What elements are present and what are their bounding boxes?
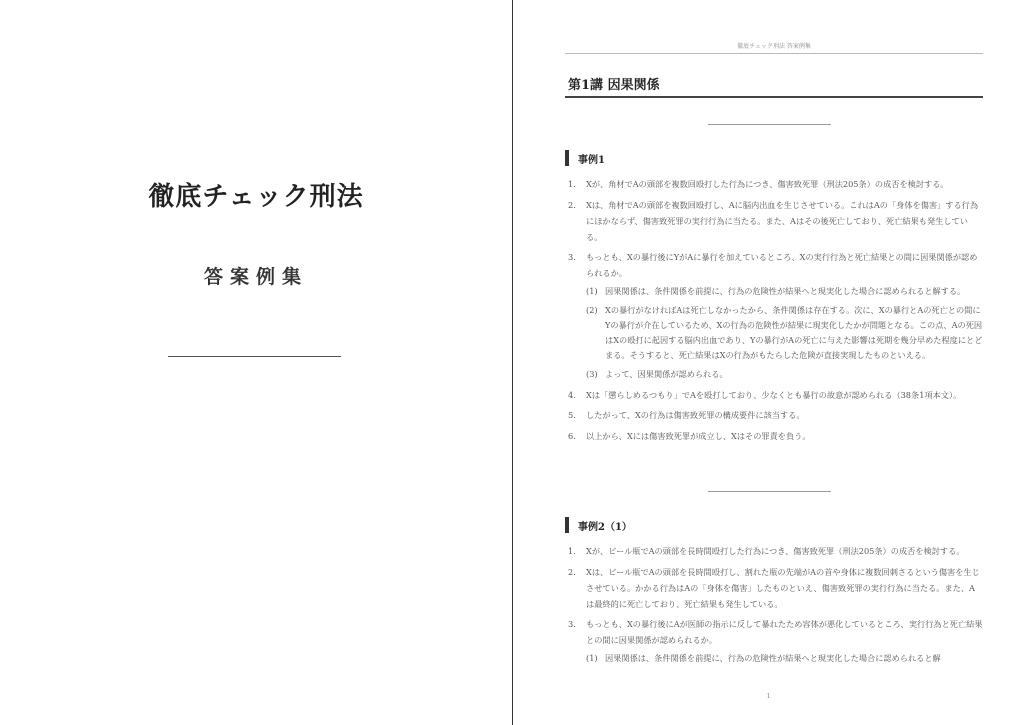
list-item: 2. Xは、角材でAの頭部を複数回殴打し、Aに脳内出血を生じさせている。これはAの「身体を傷害」する行為にほかならず、傷害致死罪の実行行為に当たる。また、Aはその後死亡しており、死亡結果も発生している。 (568, 199, 979, 242)
section-heading (565, 517, 983, 533)
list-item: 6. 以上から、Xには傷害致死罪が成立し、Xはその罪責を負う。 (568, 430, 811, 441)
sub-list-item: (2) Xの暴行がなければAは死亡しなかったから、条件関係は存在する。次に、Xの暴行とAの死亡との間にYの暴行が介在しているため、Xの行為の危険性が結果に現実化したかが問題となる。この点、Aの死因はXの殴打に起因する脳内出血であり、Yの暴行がAの死亡に与えた影響は死期を幾分早めた程度にとどまる。そうすると、死亡結果はXの行為がもたらした危険が直接実現したものといえる。 (586, 305, 983, 360)
answer-list (565, 176, 983, 444)
running-header: 徹底チェック刑法 答案例集 (737, 43, 811, 50)
section-divider (708, 491, 831, 492)
list-item: 4. Xは「懲らしめるつもり」でAを殴打しており、少なくとも暴行の故意が認められる（38条1項本文）。 (568, 389, 962, 400)
heading-marker (565, 150, 569, 166)
chapter-title: 第1講 因果関係 (568, 78, 660, 93)
answer-list (565, 543, 983, 666)
sub-list (586, 651, 983, 666)
header-divider (565, 53, 983, 54)
sub-list-item: (3) よって、因果関係が認められる。 (586, 369, 728, 379)
list-item: 2. Xは、ビール瓶でAの頭部を長時間殴打し、割れた瓶の先端がAの首や身体に複数回刺さるという傷害を生じさせている。かかる行為はAの「身体を傷害」したものといえ、傷害致死罪の実行行為に当たる。また、Aは最終的に死亡しており、死亡結果も発生している。 (568, 566, 980, 609)
list-item: 3. もっとも、Xの暴行後にAが医師の指示に反して暴れたため容体が悪化しているところ、実行行為と死亡結果との間に因果関係が認められるか。 (1) 因果関係は、条件関係を前提に、行為の危険性が結果へと現実化した場合に認められると解 (565, 616, 983, 666)
sub-list-item: (1) 因果関係は、条件関係を前提に、行為の危険性が結果へと現実化した場合に認められると解 (586, 653, 941, 663)
sub-list-item: (1) 因果関係は、条件関係を前提に、行為の危険性が結果へと現実化した場合に認められると解する。 (586, 286, 966, 296)
section-case-1 (565, 150, 983, 448)
sub-list (586, 284, 983, 382)
section-heading (565, 150, 983, 166)
list-item: 1. Xが、ビール瓶でAの頭部を長時間殴打した行為につき、傷害致死罪（刑法205条）の成否を検討する。 (568, 546, 965, 556)
cover-title: 徹底チェック刑法 (148, 182, 364, 212)
section-divider (708, 124, 831, 125)
section-heading-text: 事例2（1） (578, 521, 632, 533)
list-item: 1. Xが、角材でAの頭部を複数回殴打した行為につき、傷害致死罪（刑法205条）の成否を検討する。 (568, 179, 949, 189)
section-case-2 (565, 517, 983, 671)
list-item: 3. もっとも、Xの暴行後にYがAに暴行を加えているところ、Xの実行行為と死亡結果との間に因果関係が認められるか。 (1) 因果関係は、条件関係を前提に、行為の危険性が結果へと現実化した場合に認められると解する。 (2) Xの暴行がなければAは死亡しなかったから、条件関係は存在する。次に、Xの暴行とAの死亡との間にYの暴行が介在しているため、Xの行為の危険性が結果に現実化したかが問題となる。この点、Aの死因はXの殴打に起因する脳内出血であり、Yの暴行がAの死亡に与えた影響は死期を幾分早めた程度にとどまる。そうすると、死亡結果はXの行為がもたらした危険が直接実現したものといえる。 (3) よって、因果関係が認められる。 (565, 249, 983, 382)
section-heading-text: 事例1 (578, 154, 605, 166)
chapter-divider (565, 96, 983, 98)
heading-marker (565, 517, 569, 533)
list-item: 5. したがって、Xの行為は傷害致死罪の構成要件に該当する。 (568, 410, 805, 420)
cover-divider (168, 356, 341, 357)
content-page (513, 0, 1024, 725)
page-number: 1 (766, 693, 771, 700)
cover-subtitle: 答案例集 (203, 266, 308, 288)
